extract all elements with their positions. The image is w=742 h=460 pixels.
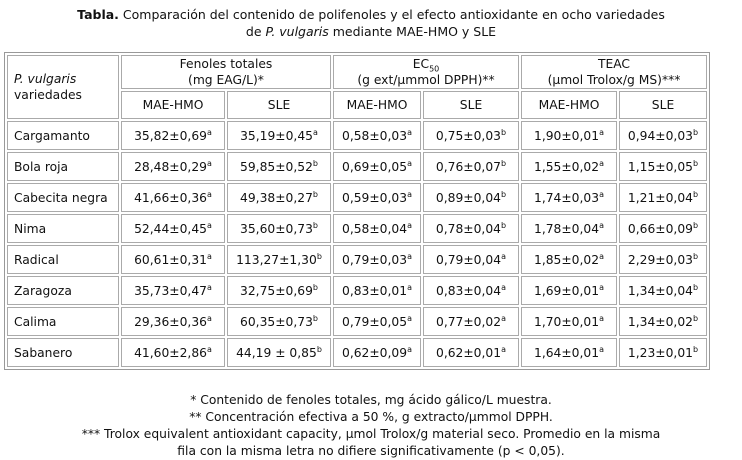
caption-label: Tabla. xyxy=(77,7,119,22)
cell-value: 0,58±0,03 xyxy=(342,128,408,143)
cell-value: 52,44±0,45 xyxy=(134,221,207,236)
table-cell xyxy=(227,152,331,181)
significance-letter: a xyxy=(407,127,412,137)
caption-species: P. vulgaris xyxy=(265,24,329,39)
cell-value: 1,34±0,04 xyxy=(627,283,693,298)
cell-value: 0,79±0,05 xyxy=(342,314,408,329)
variety-name: Radical xyxy=(7,245,119,274)
cell-value: 32,75±0,69 xyxy=(240,283,313,298)
significance-letter: b xyxy=(693,282,699,292)
header-method: SLE xyxy=(227,91,331,119)
caption-line-2 xyxy=(0,23,742,40)
cell-value: 0,59±0,03 xyxy=(342,190,408,205)
table-cell xyxy=(521,338,617,367)
cell-value: 0,89±0,04 xyxy=(435,190,501,205)
caption-text-1: Comparación del contenido de polifenoles y el efecto antioxidante en ocho variedades xyxy=(118,7,665,22)
header-method: MAE-HMO xyxy=(333,91,421,119)
table-cell xyxy=(619,245,707,274)
cell-value: 0,79±0,03 xyxy=(342,252,408,267)
header-method: SLE xyxy=(619,91,707,119)
significance-letter: a xyxy=(407,313,412,323)
significance-letter: a xyxy=(206,251,212,261)
cell-value: 0,69±0,05 xyxy=(342,159,408,174)
significance-letter: a xyxy=(599,189,604,199)
variety-name: Cabecita negra xyxy=(7,183,119,212)
table-cell xyxy=(423,214,519,243)
table-cell xyxy=(619,121,707,150)
cell-value: 1,78±0,04 xyxy=(534,221,600,236)
table-cell xyxy=(423,121,519,150)
significance-letter: b xyxy=(693,313,699,323)
variety-name: Nima xyxy=(7,214,119,243)
cell-value: 59,85±0,52 xyxy=(240,159,313,174)
table-cell xyxy=(619,276,707,305)
table-cell xyxy=(227,121,331,150)
significance-letter: a xyxy=(501,282,506,292)
cell-value: 0,79±0,04 xyxy=(436,252,502,267)
significance-letter: a xyxy=(599,282,604,292)
table-cell xyxy=(619,183,707,212)
significance-letter: b xyxy=(693,251,699,261)
table-row xyxy=(7,152,707,181)
significance-letter: b xyxy=(312,313,318,323)
significance-letter: b xyxy=(501,127,507,137)
cell-value: 1,55±0,02 xyxy=(534,159,600,174)
table-cell xyxy=(333,245,421,274)
table-cell xyxy=(423,338,519,367)
cell-value: 1,34±0,02 xyxy=(627,314,693,329)
significance-letter: a xyxy=(599,313,604,323)
table-cell xyxy=(619,338,707,367)
table-cell xyxy=(121,152,225,181)
table-cell xyxy=(619,307,707,336)
significance-letter: b xyxy=(316,251,322,261)
variety-name: Sabanero xyxy=(7,338,119,367)
cell-value: 1,21±0,04 xyxy=(627,190,693,205)
header-group-fenoles-unit: (mg EAG/L)* xyxy=(188,73,264,87)
header-group-teac-title: TEAC xyxy=(597,57,631,71)
significance-letter: a xyxy=(206,189,212,199)
cell-value: 1,69±0,01 xyxy=(534,283,600,298)
cell-value: 1,74±0,03 xyxy=(534,190,600,205)
table-cell xyxy=(121,276,225,305)
significance-letter: a xyxy=(599,344,604,354)
table-cell xyxy=(333,152,421,181)
table-cell xyxy=(227,338,331,367)
table-cell xyxy=(333,183,421,212)
table-container xyxy=(4,52,710,370)
footnote: fila con la misma letra no difiere significativamente (p < 0,05). xyxy=(177,444,565,458)
table-cell xyxy=(423,307,519,336)
significance-letter: b xyxy=(693,220,699,230)
significance-letter: a xyxy=(407,220,412,230)
cell-value: 1,85±0,02 xyxy=(534,252,600,267)
significance-letter: b xyxy=(312,189,318,199)
significance-letter: a xyxy=(407,189,412,199)
cell-value: 35,82±0,69 xyxy=(134,128,207,143)
table-cell xyxy=(121,245,225,274)
cell-value: 0,83±0,04 xyxy=(436,283,502,298)
table-cell xyxy=(227,307,331,336)
table-cell xyxy=(619,214,707,243)
table-cell xyxy=(227,183,331,212)
table-cell xyxy=(227,245,331,274)
significance-letter: a xyxy=(206,220,212,230)
cell-value: 2,29±0,03 xyxy=(627,252,693,267)
table-cell xyxy=(423,245,519,274)
cell-value: 41,66±0,36 xyxy=(134,190,207,205)
cell-value: 0,78±0,04 xyxy=(435,221,501,236)
cell-value: 29,36±0,36 xyxy=(134,314,207,329)
table-row xyxy=(7,245,707,274)
table-cell xyxy=(333,214,421,243)
header-group-teac xyxy=(521,55,707,89)
significance-letter: b xyxy=(501,158,507,168)
cell-value: 35,73±0,47 xyxy=(134,283,207,298)
header-group-teac-unit: (µmol Trolox/g MS)*** xyxy=(547,73,681,87)
table-cell xyxy=(521,152,617,181)
significance-letter: b xyxy=(693,189,699,199)
table-cell xyxy=(121,183,225,212)
table-row xyxy=(7,307,707,336)
significance-letter: b xyxy=(312,282,318,292)
header-group-fenoles-title: Fenoles totales xyxy=(179,57,273,71)
significance-letter: a xyxy=(599,220,604,230)
significance-letter: a xyxy=(206,344,212,354)
significance-letter: b xyxy=(316,344,322,354)
variety-name: Zaragoza xyxy=(7,276,119,305)
significance-letter: a xyxy=(407,282,412,292)
significance-letter: b xyxy=(693,158,699,168)
cell-value: 0,94±0,03 xyxy=(627,128,693,143)
table-cell xyxy=(423,276,519,305)
table-cell xyxy=(521,245,617,274)
significance-letter: a xyxy=(501,251,506,261)
header-group-ec50-unit: (g ext/µmmol DPPH)** xyxy=(357,73,495,87)
cell-value: 1,23±0,01 xyxy=(627,345,693,360)
significance-letter: a xyxy=(599,127,604,137)
table-cell xyxy=(423,152,519,181)
significance-letter: a xyxy=(407,251,412,261)
table-cell xyxy=(521,121,617,150)
significance-letter: b xyxy=(312,220,318,230)
significance-letter: b xyxy=(693,127,699,137)
significance-letter: a xyxy=(312,127,318,137)
significance-letter: b xyxy=(501,220,507,230)
footnote: ** Concentración efectiva a 50 %, g extracto/µmmol DPPH. xyxy=(189,410,553,424)
caption-line-1 xyxy=(0,6,742,23)
table-cell xyxy=(521,214,617,243)
footnote: *** Trolox equivalent antioxidant capacity, µmol Trolox/g material seco. Promedio en la misma xyxy=(81,427,661,441)
significance-letter: b xyxy=(312,158,318,168)
cell-value: 1,64±0,01 xyxy=(534,345,600,360)
header-group-fenoles xyxy=(121,55,331,89)
variety-name: Cargamanto xyxy=(7,121,119,150)
table-cell xyxy=(121,307,225,336)
header-group-ec50-sub: 50 xyxy=(429,64,440,74)
cell-value: 28,48±0,29 xyxy=(134,159,207,174)
table-row xyxy=(7,276,707,305)
table-row xyxy=(7,183,707,212)
table-cell xyxy=(121,121,225,150)
cell-value: 0,76±0,07 xyxy=(435,159,501,174)
header-variety-species: P. vulgaris xyxy=(14,72,77,86)
table-row xyxy=(7,214,707,243)
cell-value: 35,19±0,45 xyxy=(240,128,313,143)
caption-text-2a: de xyxy=(245,24,266,39)
cell-value: 113,27±1,30 xyxy=(236,252,317,267)
cell-value: 44,19 ± 0,85 xyxy=(236,345,317,360)
header-variety-label: variedades xyxy=(14,88,82,102)
significance-letter: a xyxy=(407,344,412,354)
cell-value: 0,83±0,01 xyxy=(342,283,408,298)
table-cell xyxy=(333,307,421,336)
caption-text-2b: mediante MAE-HMO y SLE xyxy=(328,24,497,39)
table-row xyxy=(7,338,707,367)
table-row xyxy=(7,121,707,150)
variety-name: Bola roja xyxy=(7,152,119,181)
significance-letter: a xyxy=(599,158,604,168)
table-cell xyxy=(121,338,225,367)
data-table xyxy=(4,52,710,370)
table-cell xyxy=(423,183,519,212)
table-cell xyxy=(333,121,421,150)
cell-value: 0,62±0,09 xyxy=(342,345,408,360)
header-variety xyxy=(7,55,119,119)
significance-letter: a xyxy=(206,282,212,292)
significance-letter: a xyxy=(407,158,412,168)
significance-letter: b xyxy=(693,344,699,354)
significance-letter: a xyxy=(206,127,212,137)
significance-letter: a xyxy=(206,313,212,323)
table-cell xyxy=(333,276,421,305)
significance-letter: a xyxy=(206,158,212,168)
header-method: MAE-HMO xyxy=(521,91,617,119)
cell-value: 35,60±0,73 xyxy=(240,221,313,236)
significance-letter: a xyxy=(501,344,506,354)
cell-value: 0,58±0,04 xyxy=(342,221,408,236)
table-caption xyxy=(0,6,742,40)
footnote: * Contenido de fenoles totales, mg ácido gálico/L muestra. xyxy=(190,393,552,407)
cell-value: 60,35±0,73 xyxy=(240,314,313,329)
cell-value: 0,77±0,02 xyxy=(436,314,502,329)
cell-value: 41,60±2,86 xyxy=(134,345,207,360)
table-cell xyxy=(227,214,331,243)
table-cell xyxy=(521,307,617,336)
cell-value: 1,15±0,05 xyxy=(627,159,693,174)
cell-value: 0,62±0,01 xyxy=(436,345,502,360)
table-footnotes xyxy=(0,392,742,460)
table-cell xyxy=(227,276,331,305)
cell-value: 0,66±0,09 xyxy=(627,221,693,236)
header-method: SLE xyxy=(423,91,519,119)
table-cell xyxy=(121,214,225,243)
cell-value: 1,70±0,01 xyxy=(534,314,600,329)
cell-value: 60,61±0,31 xyxy=(134,252,207,267)
cell-value: 49,38±0,27 xyxy=(240,190,313,205)
table-cell xyxy=(521,183,617,212)
table-cell xyxy=(619,152,707,181)
table-cell xyxy=(521,276,617,305)
header-method: MAE-HMO xyxy=(121,91,225,119)
table-cell xyxy=(333,338,421,367)
header-group-ec50 xyxy=(333,55,519,89)
cell-value: 1,90±0,01 xyxy=(534,128,600,143)
cell-value: 0,75±0,03 xyxy=(435,128,501,143)
significance-letter: a xyxy=(599,251,604,261)
table-body xyxy=(7,121,707,367)
variety-name: Calima xyxy=(7,307,119,336)
header-group-ec50-title: EC xyxy=(412,57,430,71)
significance-letter: a xyxy=(501,313,506,323)
significance-letter: b xyxy=(501,189,507,199)
